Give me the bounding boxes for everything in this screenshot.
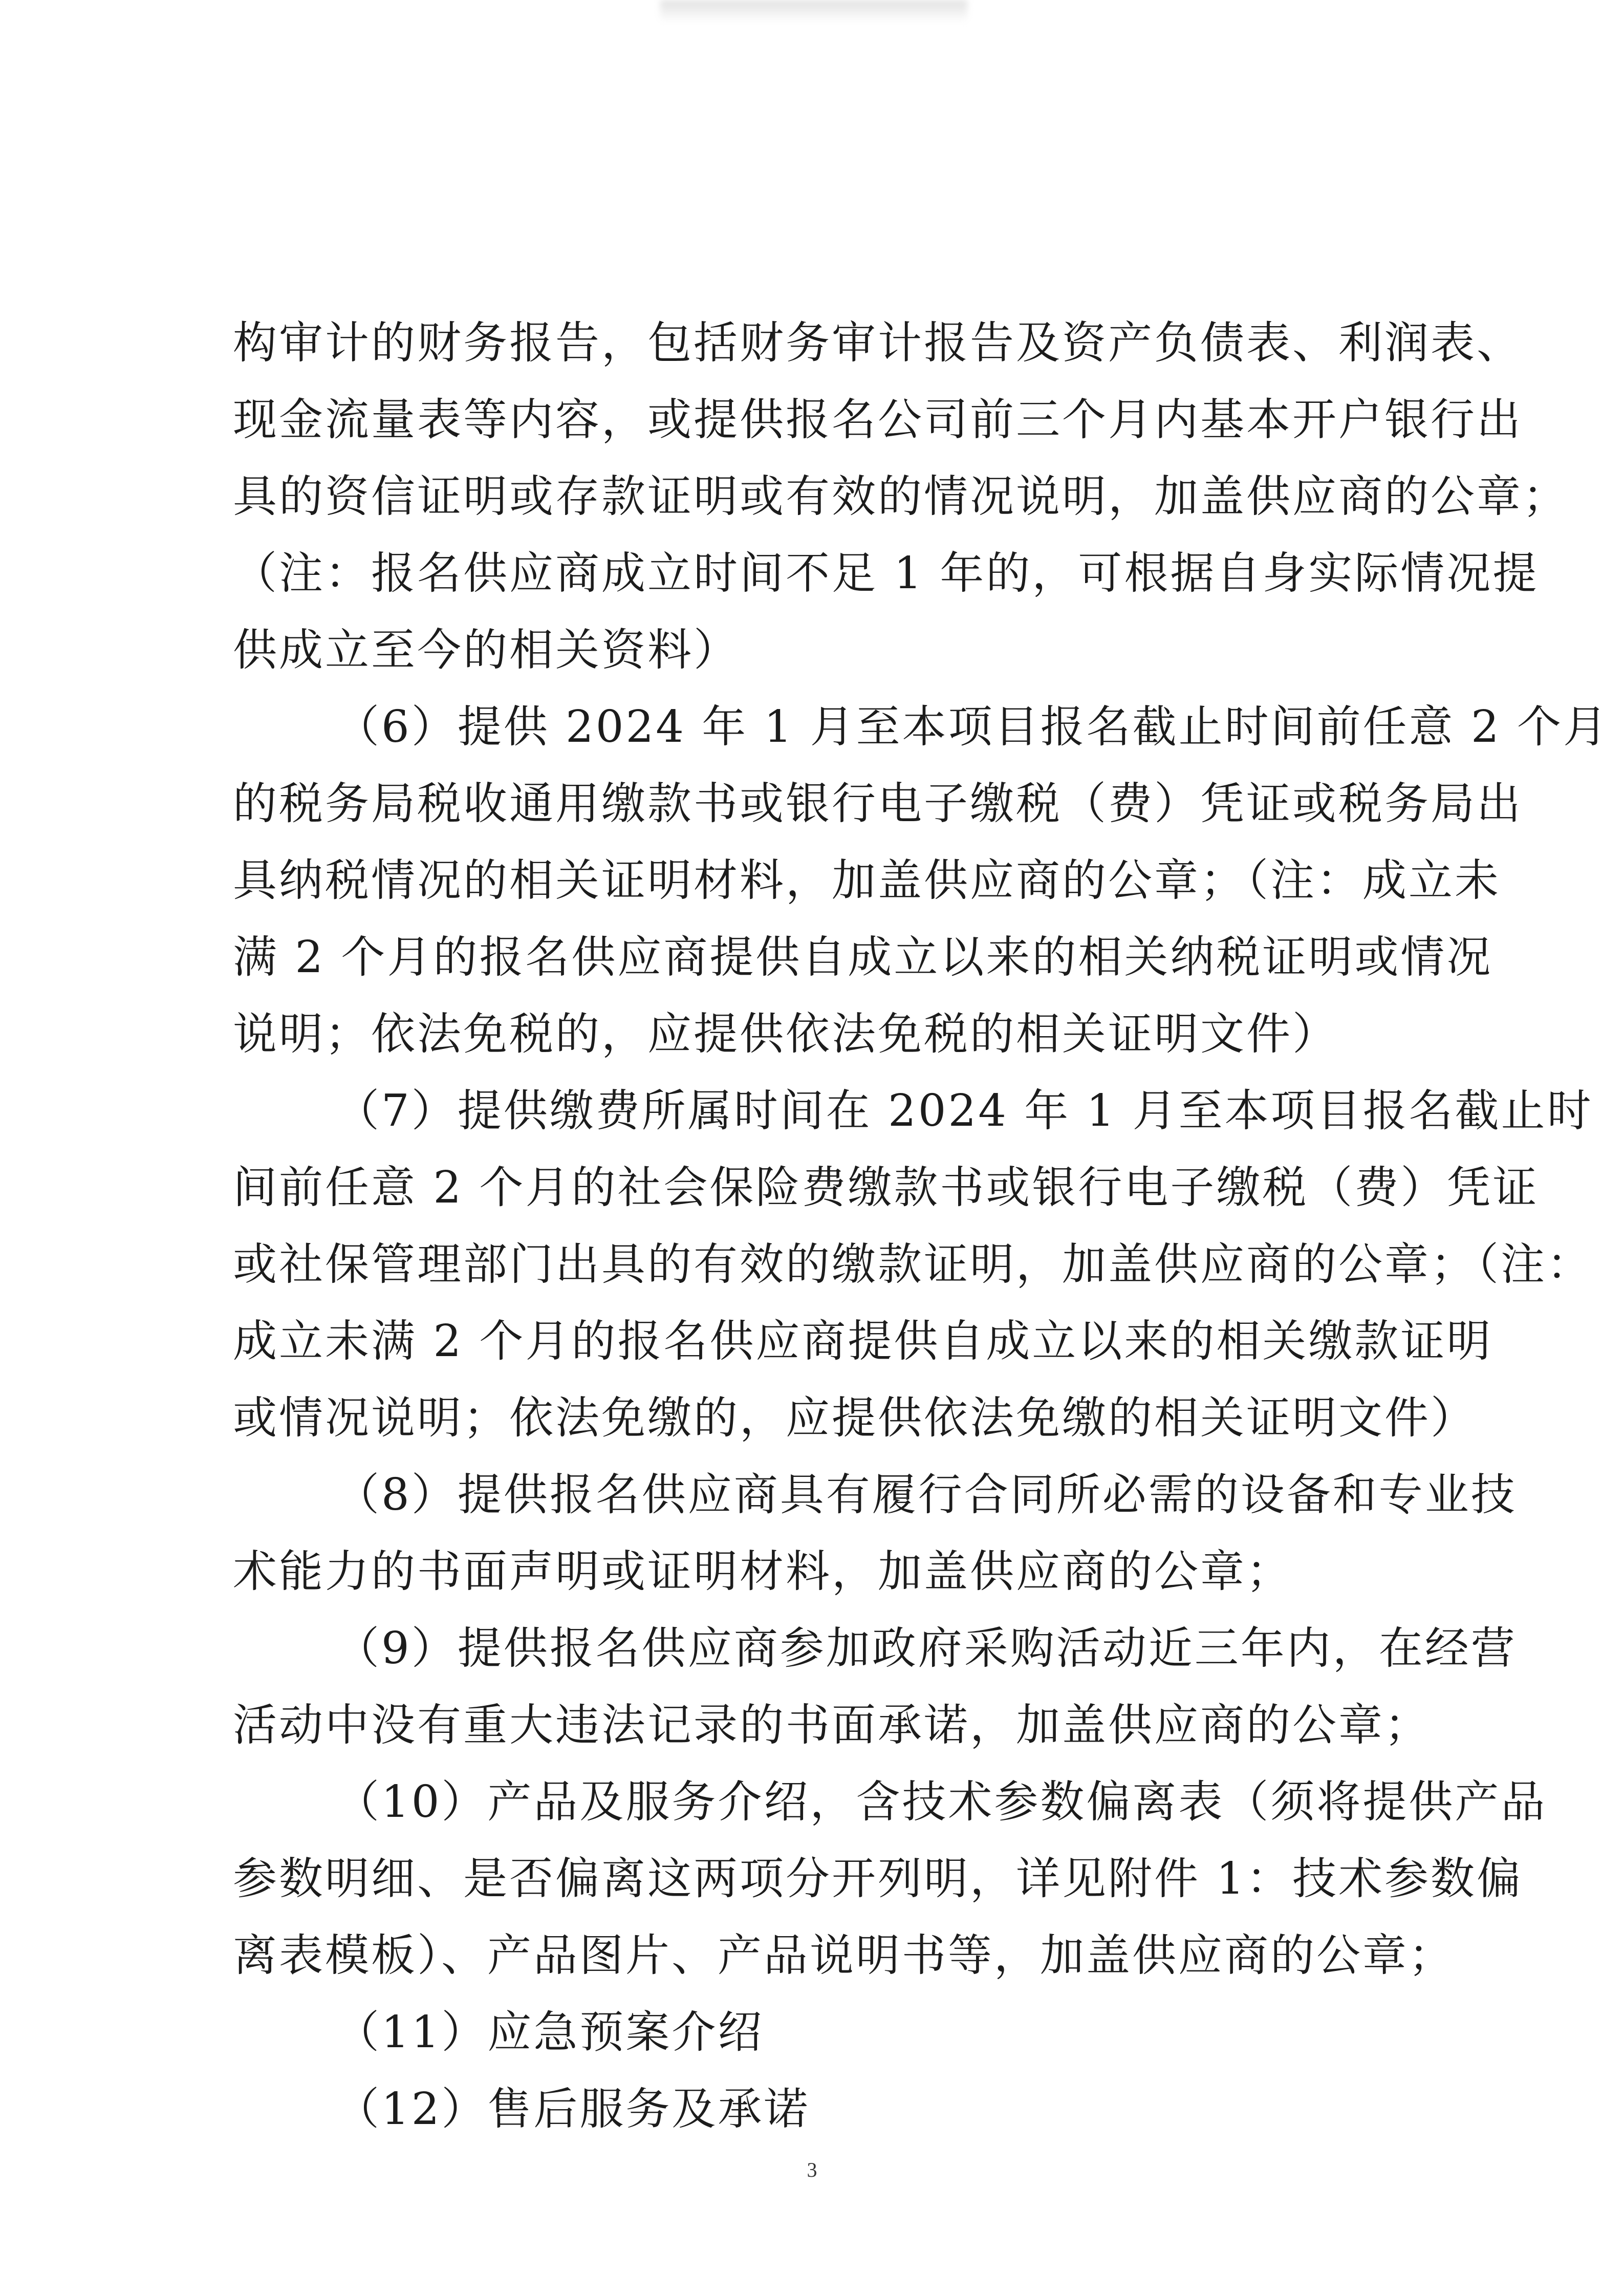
text-line: （8）提供报名供应商具有履行合同所必需的设备和专业技 — [335, 1469, 1517, 1520]
page-number: 3 — [807, 2158, 817, 2181]
text-line: 具的资信证明或存款证明或有效的情况说明，加盖供应商的公章； — [233, 471, 1569, 522]
scan-artifact — [660, 0, 967, 23]
document-body — [233, 305, 1610, 2148]
text-line: 活动中没有重大违法记录的书面承诺，加盖供应商的公章； — [233, 1700, 1431, 1751]
text-line: 术能力的书面声明或证明材料，加盖供应商的公章； — [233, 1546, 1292, 1597]
text-line: 构审计的财务报告，包括财务审计报告及资产负债表、利润表、 — [233, 317, 1523, 369]
text-line: （10）产品及服务介绍，含技术参数偏离表（须将提供产品 — [335, 1776, 1547, 1828]
text-line: 的税务局税收通用缴款书或银行电子缴税（费）凭证或税务局出 — [233, 778, 1523, 829]
text-line: 具纳税情况的相关证明材料，加盖供应商的公章；（注：成立未 — [233, 855, 1501, 906]
text-line: （9）提供报名供应商参加政府采购活动近三年内，在经营 — [335, 1623, 1517, 1674]
text-line: （12）售后服务及承诺 — [335, 2084, 810, 2135]
text-line: 或情况说明；依法免缴的，应提供依法免缴的相关证明文件） — [233, 1392, 1477, 1444]
text-line: （6）提供 2024 年 1 月至本项目报名截止时间前任意 2 个月 — [335, 701, 1610, 753]
text-line: 成立未满 2 个月的报名供应商提供自成立以来的相关缴款证明 — [233, 1316, 1493, 1367]
text-line: 离表模板）、产品图片、产品说明书等，加盖供应商的公章； — [233, 1930, 1455, 1981]
text-line: 供成立至今的相关资料） — [233, 625, 740, 676]
text-line: （注：报名供应商成立时间不足 1 年的，可根据自身实际情况提 — [233, 548, 1539, 599]
text-line: 间前任意 2 个月的社会保险费缴款书或银行电子缴税（费）凭证 — [233, 1162, 1539, 1213]
text-line: 说明；依法免税的，应提供依法免税的相关证明文件） — [233, 1008, 1338, 1060]
text-line: （7）提供缴费所属时间在 2024 年 1 月至本项目报名截止时 — [335, 1085, 1593, 1136]
text-line: （11）应急预案介绍 — [335, 2007, 764, 2058]
text-line: 现金流量表等内容，或提供报名公司前三个月内基本开户银行出 — [233, 394, 1523, 445]
text-line: 满 2 个月的报名供应商提供自成立以来的相关纳税证明或情况 — [233, 932, 1493, 983]
text-line: 或社保管理部门出具的有效的缴款证明，加盖供应商的公章；（注： — [233, 1239, 1593, 1290]
text-line: 参数明细、是否偏离这两项分开列明，详见附件 1：技术参数偏 — [233, 1853, 1523, 1904]
